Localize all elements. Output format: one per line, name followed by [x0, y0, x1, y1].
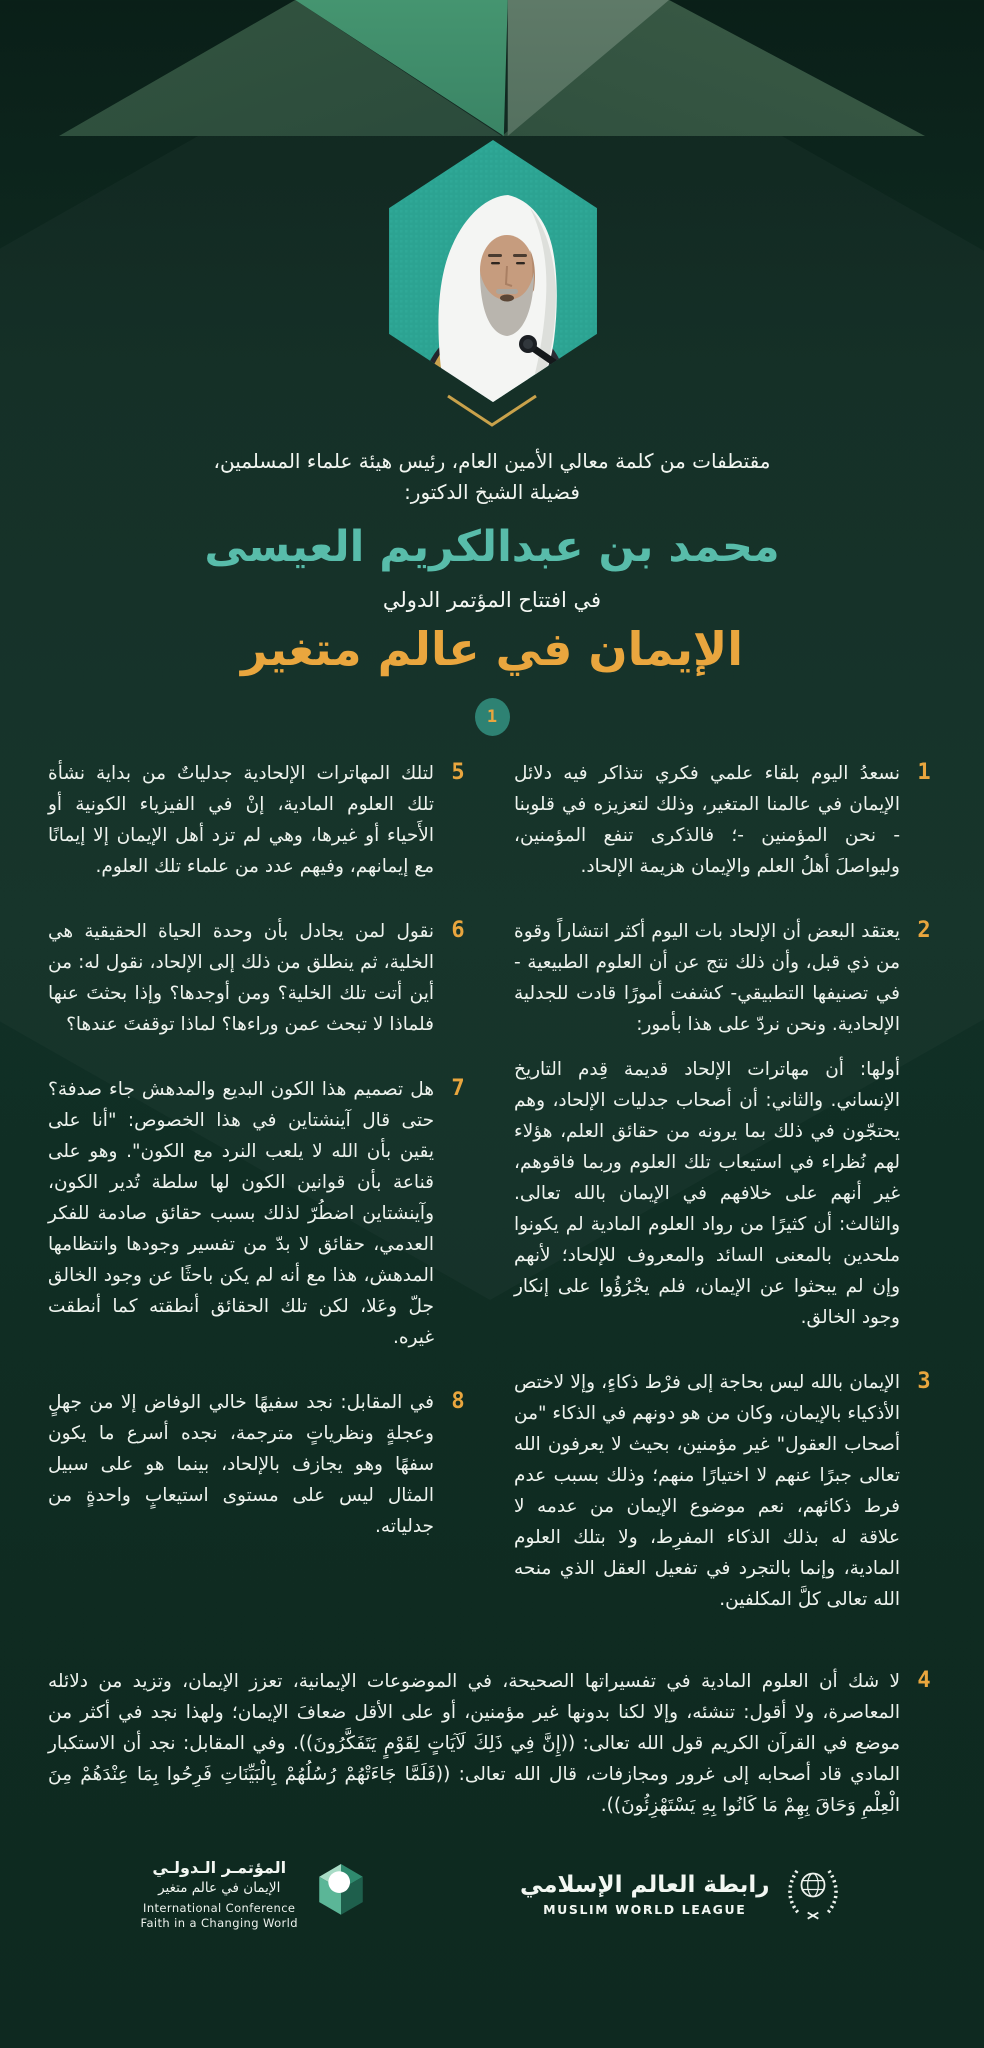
- mwl-logo: [520, 1862, 844, 1928]
- quote-text: يعتقد البعض أن الإلحاد بات اليوم أكثر انتشاراً وقوة من ذي قبل، وأن ذلك نتج عن أن العلوم الطبيعية - في تصنيفها التطبيقي- كشفت أمورًا قادت للجدلية الإلحادية. ونحن نردّ على هذا بأمور:: [514, 921, 900, 1035]
- quote-item-8: [48, 1387, 470, 1542]
- quote-text: نسعدُ اليوم بلقاء علمي فكري نتذاكر فيه دلائل الإيمان في عالمنا المتغير، وذلك لتعزيزه في قلوبنا - نحن المؤمنين -؛ فالذكرى تنفع المؤمنين، وليواصلَ أهلُ العلم والإيمان هزيمة الإلحاد.: [514, 763, 900, 877]
- conference-logo-english-line2: Faith in a Changing World: [140, 1916, 298, 1930]
- quote-text: في المقابل: نجد سفيهًا خالي الوفاض إلا من جهلٍ وعجلةٍ ونظرياتٍ مترجمة، نجده أسرع ما يكون سفهًا وهو يجازف بالإلحاد، بينما هو على سبيل المثال ليس على مستوى استيعابٍ واحدةٍ من جدلياته.: [48, 1392, 434, 1537]
- quote-number: 6: [451, 918, 465, 943]
- top-decoration: [0, 0, 984, 136]
- quote-text: هل تصميم هذا الكون البديع والمدهش جاء صدفة؟ حتى قال آينشتاين في هذا الخصوص: "أنا على يقين بأن الله لا يلعب النرد مع الكون". وهو على قناعة بأن قوانين الكون لها سلطة تُدير الكون، وآينشتاين اضطُرّ لذلك بسبب حقائق صادمة للفكر العدمي، حقائق لا بدّ من تفسير وجودها وانتظامها المدهش، هذا مع أنه لم يكن باحثًا عن وجود الخالق جلّ وعَلا، لكن تلك الحقائق أنطقته كما أنطقت غيره.: [48, 1079, 434, 1348]
- occasion-line: في افتتاح المؤتمر الدولي: [382, 588, 602, 612]
- mwl-logo-english: MUSLIM WORLD LEAGUE: [543, 1902, 747, 1917]
- quote-item-2: [514, 916, 936, 1333]
- quote-number: 8: [451, 1389, 465, 1414]
- conference-logo-english-line1: International Conference: [143, 1901, 296, 1915]
- intro-line-1: مقتطفات من كلمة معالي الأمين العام، رئيس هيئة علماء المسلمين،: [213, 449, 771, 473]
- quote-text: لا شك أن العلوم المادية في تفسيراتها الصحيحة، في الموضوعات الإيمانية، تعزز الإيمان، وتزيد من دلائله المعاصرة، ولا أقول: تنشئه، وإلا لكنا بدونها غير مؤمنين، أو على الأقل ضعافَ الإيمان؛ ولهذا نجد في أكثر من موضع في القرآن الكريم قول الله تعالى: ((إِنَّ فِي ذَلِكَ لَآيَاتٍ لِقَوْمٍ يَتَفَكَّرُونَ)). وفي المقابل: نجد أن الاستكبار المادي قاد أصحابه إلى غرور ومجازفات، قال الله تعالى: ((فَلَمَّا جَاءَتْهُمْ رُسُلُهُمْ بِالْبَيِّنَاتِ فَرِحُوا بِمَا عِنْدَهُمْ مِنَ الْعِلْمِ وَحَاقَ بِهِمْ مَا كَانُوا بِهِ يَسْتَهْزِئُونَ)).: [48, 1671, 900, 1816]
- quote-number: 7: [451, 1076, 465, 1101]
- mwl-wreath-globe-icon: [782, 1862, 844, 1928]
- quote-item-5: [48, 758, 470, 882]
- quote-number: 1: [917, 760, 931, 785]
- conference-logo: [141, 1858, 370, 1931]
- gold-chevron-divider: [446, 394, 538, 432]
- quotes-column-left: [48, 758, 470, 1649]
- quote-item-1: [514, 758, 936, 882]
- quote-number: 3: [917, 1369, 931, 1394]
- quote-number: 2: [917, 918, 931, 943]
- conference-cube-icon: [312, 1860, 370, 1930]
- quote-item-7: [48, 1074, 470, 1353]
- page-number-badge: 1: [475, 698, 510, 736]
- quote-item-6: [48, 916, 470, 1040]
- quote-item-3: [514, 1367, 936, 1615]
- mwl-logo-arabic: رابطة العالم الإسلامي: [519, 1872, 770, 1898]
- quotes-column-right: [514, 758, 936, 1649]
- quote-text: لتلك المهاترات الإلحادية جدلياتٌ من بداية نشأة تلك العلوم المادية، إنْ في الفيزياء الكونية أو الأَحياء أو غيرها، وهي لم تزد أهل الإيمان إلا إيمانًا مع إيمانهم، وفيهم عدد من علماء تلك العلوم.: [48, 763, 434, 877]
- quote-item-4: [48, 1666, 936, 1821]
- footer: [0, 1858, 984, 1931]
- quote-text-continued: أولها: أن مهاترات الإلحاد قديمة قِدم التاريخ الإنساني. والثاني: أن أصحاب جدليات الإلحاد، وهم يحتجّون في ذلك بما يرونه من حقائق العلم، هؤلاء لهم نُظراء في استيعاب تلك العلوم وربما فاقوهم، غير أنهم على خلافهم في الإيمان بالله تعالى. والثالث: أن كثيرًا من رواد العلوم المادية لم يكونوا ملحدين بالمعنى السائد والمعروف للإلحاد؛ لأنهم وإن لم يبحثوا عن الإيمان، فلم يجْرُؤُوا على إنكار وجود الخالق.: [514, 1059, 900, 1328]
- intro-line-2: فضيلة الشيخ الدكتور:: [404, 480, 580, 504]
- quote-number: 4: [917, 1668, 931, 1693]
- quote-text: الإيمان بالله ليس بحاجة إلى فرْط ذكاءٍ، وإلا لاختص الأذكياء بالإيمان، وكان من هو دونهم في الذكاء "من أصحاب العقول" غير مؤمنين، بحيث لا يعرفون الله تعالى جبرًا عنهم لا اختيارًا منهم؛ وذلك بسبب عدم فرط ذكائهم، نعم موضوع الإيمان من عدمه لا علاقة له بذلك الذكاء المفرِط، ولا بتلك العلوم المادية، وإنما بالتجرد في تفعيل العقل الذي منحه الله تعالى كلَّ المكلفين.: [514, 1372, 900, 1610]
- conference-title: الإيمان في عالم متغير: [240, 622, 744, 676]
- quote-number: 5: [451, 760, 465, 785]
- header: [0, 446, 984, 736]
- conference-logo-arabic-subtitle: الإيمان في عالم متغير: [158, 1880, 281, 1896]
- conference-logo-arabic-title: المؤتمـر الـدولـي: [152, 1858, 287, 1877]
- quote-text: نقول لمن يجادل بأن وحدة الحياة الحقيقية هي الخلية، ثم ينطلق من ذلك إلى الإلحاد، نقول له: من أين أتت تلك الخلية؟ ومن أوجدها؟ وإذا بحثتَ عنها فلماذا لا تبحث عمن وراءها؟ لماذا توقفتَ عندها؟: [48, 921, 434, 1035]
- speaker-name: محمد بن عبدالكريم العيسى: [204, 522, 780, 572]
- quotes-columns: [48, 758, 936, 1649]
